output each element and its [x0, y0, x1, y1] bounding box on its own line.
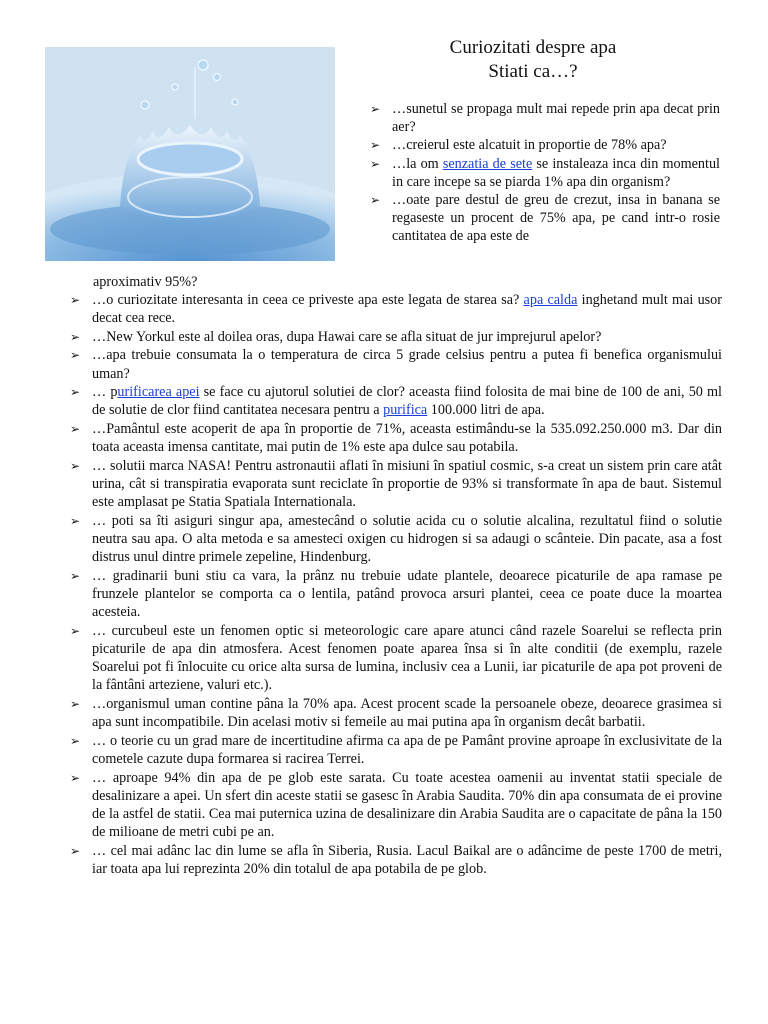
list-item: ➢ … poti sa îti asiguri singur apa, amestecând o solutie acida cu o solutie alcalina, rezultatul fiind o solutie neutra sau apa. O alta metoda e sa amesteci oxigen cu hidrogen si sa adaugi o scânteie. Din pacate, asa a fost distrus unul dintre primele zepeline, Hindenburg. — [70, 512, 722, 566]
link-senzatia-de-sete[interactable]: senzatia de sete — [442, 155, 533, 172]
list-item: ➢ … purificarea apei se face cu ajutorul solutiei de clor? aceasta fiind folosita de mai bine de 100 de ani, 50 ml de solutie de clor fiind cantitatea necesara pentru a purifica 100.000 litri de apa. — [70, 384, 722, 419]
arrow-bullet-icon: ➢ — [70, 623, 81, 638]
title-line-2: Stiati ca…? — [488, 61, 578, 82]
list-item: ➢ …sunetul se propaga mult mai repede prin apa decat prin aer? — [370, 101, 720, 136]
arrow-bullet-icon: ➢ — [70, 329, 81, 344]
arrow-bullet-icon: ➢ — [70, 513, 81, 528]
arrow-bullet-icon: ➢ — [70, 733, 81, 748]
main-list — [70, 291, 722, 879]
list-item: ➢ …oate pare destul de greu de crezut, insa in banana se regaseste un procent de 75% apa, pe cand intr-o rosie cantitatea de apa este de — [370, 192, 720, 245]
arrow-bullet-icon: ➢ — [370, 138, 381, 153]
arrow-bullet-icon: ➢ — [370, 156, 381, 171]
list-item: ➢ …apa trebuie consumata la o temperatura de circa 5 grade celsius pentru a putea fi benefica organismului uman? — [70, 347, 722, 382]
list-item: ➢ … o teorie cu un grad mare de incertitudine afirma ca apa de pe Pamânt provine aproape în exclusivitate de la cometele cazute dupa formarea si racirea Terrei. — [70, 732, 722, 767]
list-item: ➢ … solutii marca NASA! Pentru astronautii aflati în misiuni în spatiul cosmic, s-a creat un sistem prin care atât urina, cât si transpiratia evaporata sunt reciclate în proportie de 93% si transformate în apa de baut. Sistemul este amplasat pe Statia Spatiala Internationala. — [70, 457, 722, 511]
document-title — [400, 36, 666, 84]
list-item: ➢ … cel mai adânc lac din lume se afla în Siberia, Rusia. Lacul Baikal are o adâncime de peste 1700 de metri, iar toata apa lui reprezinta 20% din totalul de apa potabila de pe glob. — [70, 842, 722, 877]
arrow-bullet-icon: ➢ — [370, 102, 381, 116]
list-item: ➢ … gradinarii buni stiu ca vara, la prânz nu trebuie udate plantele, deoarece picaturile de apa ramase pe frunzele plantelor se comporta ca o lentila, patând provoca arsuri plantei, ceea ce poate duce la moartea acesteia. — [70, 567, 722, 621]
water-splash-image — [45, 47, 335, 261]
list-item: ➢ … curcubeul este un fenomen optic si meteorologic care apare atunci când razele Soarelui se reflecta prin picaturile de apa din atmosfera. Acest fenomen poate aparea însa si în alte conditii (de exemplu, razele Soarelui pot fi înlocuite cu orice alta sursa de lumina, inclusiv cea a Lunii, iar picaturile de apa pot proveni de la fântâni arteziene, valuri etc.). — [70, 622, 722, 694]
arrow-bullet-icon: ➢ — [370, 193, 381, 208]
link-apa-calda[interactable]: apa calda — [523, 292, 578, 308]
link-purificarea-apei[interactable]: urificarea apei — [117, 384, 200, 401]
arrow-bullet-icon: ➢ — [70, 348, 81, 363]
arrow-bullet-icon: ➢ — [70, 293, 81, 307]
list-item: ➢ …organismul uman contine pâna la 70% apa. Acest procent scade la persoanele obeze, deoarece grasimea si apa sunt incompatibile. Din acelasi motiv si femeile au mai putina apa în organism decât barbatii. — [70, 695, 722, 731]
list-item: ➢ …New Yorkul este al doilea oras, dupa Hawai care se afla situat de jur imprejurul apelor? — [70, 328, 602, 345]
list-item: ➢ …creierul este alcatuit in proportie de 78% apa? — [370, 137, 667, 154]
list-item: ➢ …la om senzatia de sete se instaleaza inca din momentul in care incepe sa se piarda 1% apa din organism? — [370, 155, 720, 190]
arrow-bullet-icon: ➢ — [70, 458, 81, 473]
arrow-bullet-icon: ➢ — [70, 385, 81, 400]
title-line-1: Curiozitati despre apa — [449, 37, 617, 58]
arrow-bullet-icon: ➢ — [70, 843, 81, 858]
arrow-bullet-icon: ➢ — [70, 770, 81, 785]
link-purifica[interactable]: purifica — [383, 402, 428, 419]
arrow-bullet-icon: ➢ — [70, 568, 81, 583]
list-item: ➢ … aproape 94% din apa de pe glob este sarata. Cu toate acestea oamenii au inventat statii speciale de desalinizare a apei. Un sfert din aceste statii se gasesc în Arabia Saudita. 70% din apa consumata de ei provine de la astfel de statii. Cea mai puternica uzina de desalinizare din Arabia Saudita are o capacitate de pâna la 150 de milioane de metri cubi pe an. — [70, 769, 722, 841]
continuation-text: aproximativ 95%? — [93, 274, 198, 290]
list-item: ➢ …o curiozitate interesanta in ceea ce priveste apa este legata de starea sa? apa calda inghetand mult mai usor decat cea rece. — [70, 292, 723, 327]
arrow-bullet-icon: ➢ — [70, 696, 81, 711]
top-list — [370, 100, 720, 246]
list-item: ➢ …Pamântul este acoperit de apa în proportie de 71%, aceasta estimându-se la 535.092.250.000 m3. Dar din toata aceasta imensa cantitate, mai putin de 1% este apa dulce sau potabila. — [70, 420, 722, 456]
arrow-bullet-icon: ➢ — [70, 421, 81, 436]
